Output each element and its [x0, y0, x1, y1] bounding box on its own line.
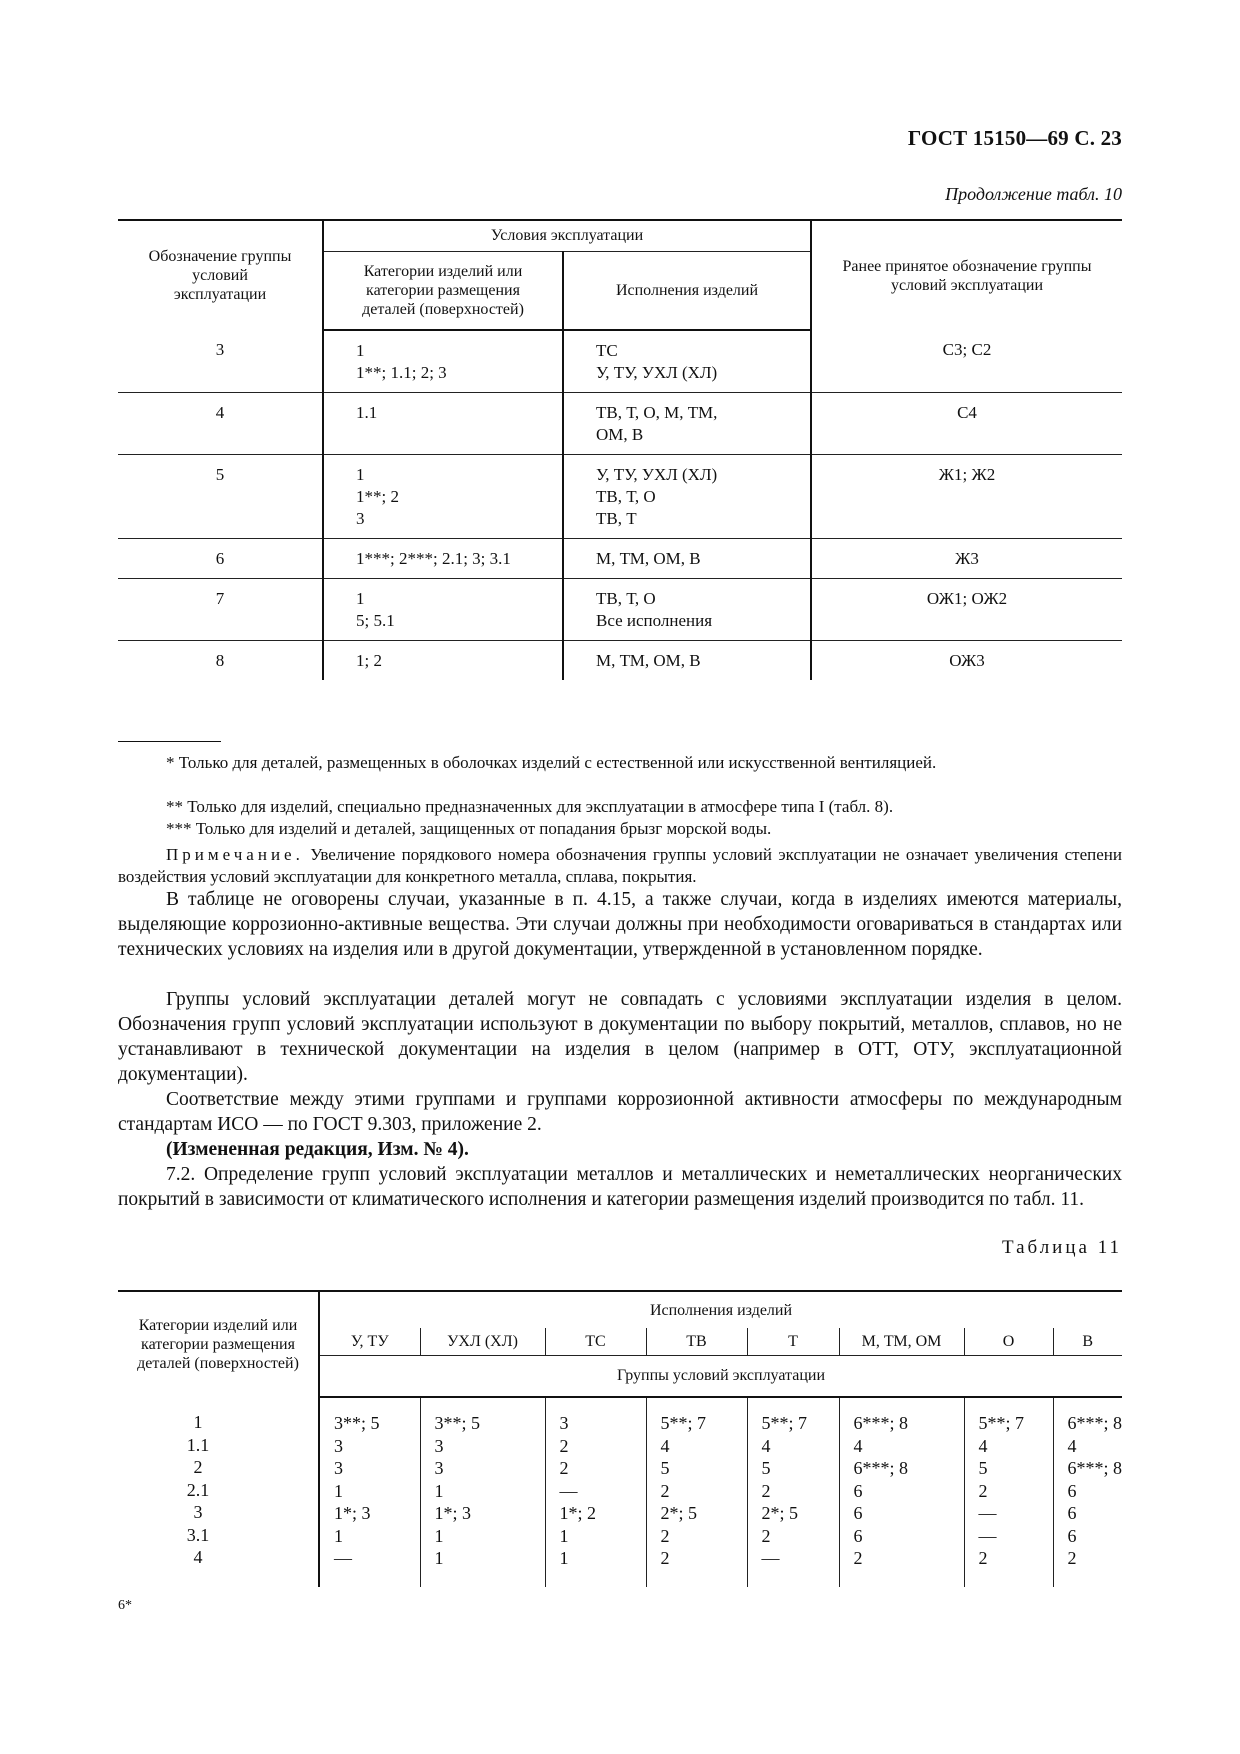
group-value: 3	[434, 1435, 444, 1456]
column-header: УХЛ (ХЛ)	[420, 1328, 545, 1355]
group-values-cell	[319, 1397, 420, 1587]
table-10	[118, 219, 1122, 680]
categories-cell-line: 1**; 1.1; 2; 3	[356, 363, 447, 382]
categories-cell-line: 1***; 2***; 2.1; 3; 3.1	[356, 549, 511, 568]
table-row	[118, 641, 1122, 681]
group-value: 6	[853, 1503, 863, 1523]
group-value: 2	[853, 1548, 863, 1568]
group-value: 2	[559, 1435, 569, 1456]
column-header: В	[1053, 1328, 1122, 1355]
former-cell: С3; С2	[811, 330, 1122, 393]
group-value: 1	[434, 1525, 444, 1546]
versions-cell	[563, 539, 811, 579]
category-value: 2.1	[186, 1479, 210, 1500]
categories-cell	[323, 393, 563, 455]
former-cell: Ж3	[811, 539, 1122, 579]
group-value: 1*; 2	[559, 1503, 597, 1523]
category-value: 3	[193, 1502, 203, 1522]
header-versions: Исполнения изделий	[319, 1291, 1122, 1328]
category-cell	[118, 1397, 319, 1587]
group-value: 6	[1067, 1503, 1077, 1523]
header-versions: Исполнения изделий	[563, 251, 811, 330]
group-values-cell	[420, 1397, 545, 1587]
header-category: Категории изделий или категории размещения деталей (поверхностей)	[118, 1291, 319, 1397]
note-label: Примечание.	[166, 845, 304, 864]
group-value: —	[559, 1480, 578, 1501]
categories-cell	[323, 330, 563, 393]
footnote-3: *** Только для изделий и деталей, защищенных от попадания брызг морской воды.	[166, 819, 772, 838]
group-value: 6	[853, 1525, 863, 1546]
versions-cell-line: ОМ, В	[596, 425, 644, 444]
page-number: 6*	[118, 1598, 132, 1613]
table-11-caption: Таблица 11	[1001, 1237, 1122, 1258]
header-former: Ранее принятое обозначение группы условий эксплуатации	[811, 220, 1122, 330]
group-value: 2*; 5	[761, 1503, 799, 1523]
categories-cell	[323, 455, 563, 539]
group-value: 2	[978, 1548, 988, 1568]
group-value: 6***; 8	[1067, 1458, 1123, 1478]
column-header: ТВ	[646, 1328, 747, 1355]
group-value: 5	[978, 1458, 988, 1478]
table-row	[118, 393, 1122, 455]
paragraph-7-2: 7.2. Определение групп условий эксплуатации металлов и металлических и неметаллических неорганических покрытий в зависимости от климатического исполнения и категории размещения изделий производится по табл. 11.	[118, 1164, 1122, 1210]
group-value: 2	[660, 1480, 670, 1501]
group-cell: 6	[118, 539, 323, 579]
categories-cell-line: 5; 5.1	[356, 611, 395, 630]
column-header: ТС	[545, 1328, 646, 1355]
group-cell: 7	[118, 579, 323, 641]
versions-cell-line: ТС	[596, 341, 618, 360]
group-value: 3	[334, 1458, 343, 1478]
group-value: 3**; 5	[334, 1413, 380, 1433]
versions-cell-line: М, ТМ, ОМ, В	[596, 549, 701, 568]
versions-cell-line: М, ТМ, ОМ, В	[596, 651, 701, 670]
table-row	[118, 579, 1122, 641]
group-value: 1	[559, 1548, 569, 1568]
group-value: 1	[334, 1525, 343, 1546]
categories-cell-line: 1.1	[356, 403, 378, 422]
categories-cell-line: 1**; 2	[356, 487, 399, 506]
versions-cell-line: У, ТУ, УХЛ (ХЛ)	[596, 363, 718, 382]
group-values-cell	[646, 1397, 747, 1587]
group-value: 2	[660, 1548, 670, 1568]
group-value: 4	[1067, 1435, 1077, 1456]
column-header: О	[964, 1328, 1053, 1355]
header-categories: Категории изделий или категории размещения деталей (поверхностей)	[323, 251, 563, 330]
former-cell: ОЖ1; ОЖ2	[811, 579, 1122, 641]
page-header: ГОСТ 15150—69 С. 23	[907, 126, 1122, 150]
versions-cell	[563, 455, 811, 539]
group-value: 5**; 7	[660, 1413, 707, 1433]
categories-cell	[323, 579, 563, 641]
group-value: 3	[559, 1413, 569, 1433]
group-value: 4	[660, 1435, 670, 1456]
note	[118, 844, 1122, 888]
table-10-caption: Продолжение табл. 10	[945, 184, 1122, 204]
table-row	[118, 539, 1122, 579]
column-header: М, ТМ, ОМ	[839, 1328, 964, 1355]
versions-cell	[563, 393, 811, 455]
versions-cell-line: Все исполнения	[596, 611, 713, 630]
category-value: 2	[193, 1457, 203, 1477]
versions-cell-line: У, ТУ, УХЛ (ХЛ)	[596, 465, 718, 484]
versions-cell	[563, 579, 811, 641]
group-value: 5**; 7	[761, 1413, 808, 1433]
amendment-note: (Измененная редакция, Изм. № 4).	[166, 1139, 469, 1160]
group-value: 1*; 3	[334, 1503, 371, 1523]
table-row	[118, 455, 1122, 539]
group-value: 4	[761, 1435, 771, 1456]
group-cell: 4	[118, 393, 323, 455]
paragraph-3: Соответствие между этими группами и группами коррозионной активности атмосферы по международным стандартам ИСО — по ГОСТ 9.303, приложение 2.	[118, 1089, 1122, 1135]
group-cell: 5	[118, 455, 323, 539]
group-values-cell	[839, 1397, 964, 1587]
categories-cell-line: 1	[356, 341, 365, 360]
group-value: 6	[853, 1480, 863, 1501]
group-values-cell	[1053, 1397, 1122, 1587]
versions-cell-line: ТВ, Т, О, М, ТМ,	[596, 403, 718, 422]
group-value: 6***; 8	[853, 1413, 909, 1433]
versions-cell	[563, 330, 811, 393]
paragraph-2: Группы условий эксплуатации деталей могут не совпадать с условиями эксплуатации изделия в целом. Обозначения групп условий эксплуатации используют в документации по выбору покрытий, металлов, сплавов, но не устанавливают в технической документации на изделия в целом (например в ОТТ, ОТУ, эксплуатационной документации).	[118, 989, 1122, 1085]
header-conditions: Условия эксплуатации	[323, 220, 811, 251]
group-value: 2	[660, 1525, 670, 1546]
group-values-cell	[545, 1397, 646, 1587]
group-value: 5	[660, 1458, 670, 1478]
group-value: 4	[853, 1435, 863, 1456]
group-value: 4	[978, 1435, 988, 1456]
group-value: 6***; 8	[1067, 1413, 1123, 1433]
former-cell: Ж1; Ж2	[811, 455, 1122, 539]
group-value: —	[978, 1525, 997, 1546]
versions-cell-line: ТВ, Т, О	[596, 487, 656, 506]
category-value: 3.1	[186, 1524, 210, 1545]
category-value: 1	[193, 1412, 203, 1432]
former-cell: С4	[811, 393, 1122, 455]
group-value: 2*; 5	[660, 1503, 698, 1523]
versions-cell-line: ТВ, Т, О	[596, 589, 656, 608]
group-values-cell	[964, 1397, 1053, 1587]
group-value: 5	[761, 1458, 771, 1478]
note-text: Увеличение порядкового номера обозначения группы условий эксплуатации не означает увеличения степени воздействия условий эксплуатации для конкретного металла, сплава, покрытия.	[118, 845, 1122, 886]
header-group: Обозначение группы условий эксплуатации	[118, 220, 323, 330]
category-value: 4	[193, 1547, 203, 1567]
group-value: 3	[334, 1435, 343, 1456]
categories-cell-line: 3	[356, 509, 365, 528]
versions-cell-line: ТВ, Т	[596, 509, 637, 528]
group-value: 1	[434, 1548, 444, 1568]
footnote-divider	[118, 741, 221, 742]
paragraph-1: В таблице не оговорены случаи, указанные в п. 4.15, а также случаи, когда в изделиях имеются материалы, выделяющие коррозионно-активные вещества. Эти случаи должны при необходимости оговариваться в стандартах или технических условиях на изделия или в другой документации, утвержденной в установленном порядке.	[118, 889, 1122, 960]
group-value: 2	[1067, 1548, 1077, 1568]
group-value: 2	[761, 1525, 771, 1546]
table-10-body	[118, 330, 1122, 680]
categories-cell-line: 1; 2	[356, 651, 382, 670]
categories-cell-line: 1	[356, 589, 365, 608]
group-value: 6	[1067, 1480, 1077, 1501]
header-groups: Группы условий эксплуатации	[319, 1355, 1122, 1397]
footnote-1: * Только для деталей, размещенных в оболочках изделий с естественной или искусственной вентиляцией.	[166, 753, 937, 772]
group-value: 2	[978, 1480, 988, 1501]
former-cell: ОЖ3	[811, 641, 1122, 681]
group-value: 6	[1067, 1525, 1077, 1546]
group-value: 6***; 8	[853, 1458, 909, 1478]
group-value: 3	[434, 1458, 444, 1478]
group-value: 3**; 5	[434, 1413, 481, 1433]
group-value: 2	[761, 1480, 771, 1501]
group-value: 1	[559, 1525, 569, 1546]
group-values-cell	[747, 1397, 839, 1587]
group-value: 5**; 7	[978, 1413, 1025, 1433]
table-11	[118, 1290, 1122, 1587]
group-cell: 3	[118, 330, 323, 393]
group-value: 1	[334, 1480, 343, 1501]
column-header: Т	[747, 1328, 839, 1355]
versions-cell	[563, 641, 811, 681]
footnote-2: ** Только для изделий, специально предназначенных для эксплуатации в атмосфере типа I (табл. 8).	[166, 797, 894, 816]
group-value: 1*; 3	[434, 1503, 472, 1523]
group-value: —	[334, 1548, 352, 1568]
group-cell: 8	[215, 651, 225, 670]
group-value: —	[978, 1503, 997, 1523]
categories-cell	[323, 539, 563, 579]
group-value: 2	[559, 1458, 569, 1478]
category-value: 1.1	[186, 1434, 210, 1455]
table-row	[118, 330, 1122, 393]
group-value: —	[761, 1548, 780, 1568]
categories-cell-line: 1	[356, 465, 365, 484]
column-header: У, ТУ	[319, 1328, 420, 1355]
group-value: 1	[434, 1480, 444, 1501]
categories-cell	[323, 641, 563, 681]
